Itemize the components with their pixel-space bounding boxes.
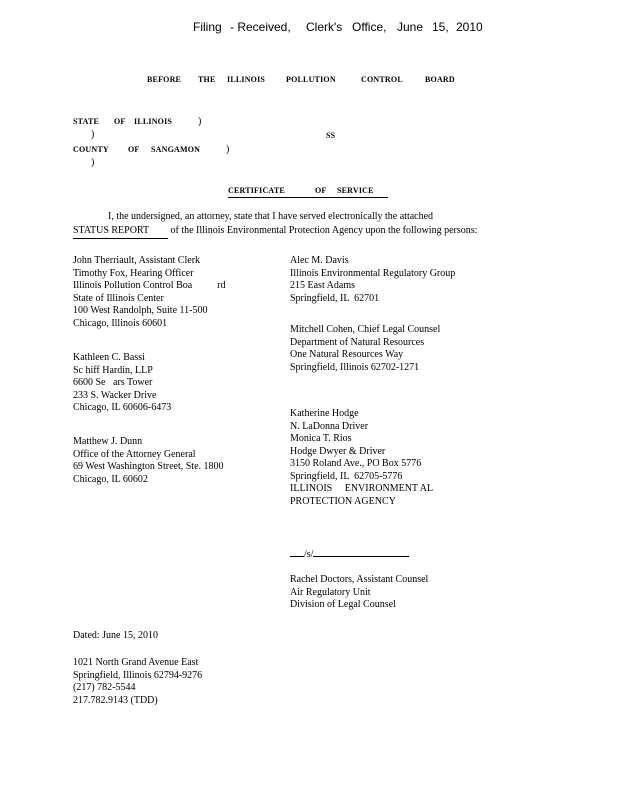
header-office: Office,: [352, 20, 387, 34]
recipient-block: [290, 324, 440, 374]
certificate-word: CERTIFICATE: [228, 186, 285, 195]
caption-paren: ): [91, 157, 95, 168]
recipient-line: Alec M. Davis: [290, 255, 349, 266]
address-line: 1021 North Grand Avenue East: [73, 657, 199, 668]
signer-line: Division of Legal Counsel: [290, 599, 396, 610]
recipient-line: Springfield, IL 62701: [290, 292, 380, 304]
address-line: (217) 782-5544: [73, 682, 136, 693]
intro-line-2: [73, 225, 477, 239]
recipient-line: Springfield, Illinois 62702-1271: [290, 361, 420, 373]
board-title-word: POLLUTION: [286, 75, 336, 84]
caption-paren: ): [198, 116, 202, 127]
recipient-line: Illinois Environmental Regulatory Group: [290, 267, 456, 279]
recipient-line: Matthew J. Dunn: [73, 436, 143, 447]
recipient-line: Springfield, IL 62705-5776: [290, 470, 403, 482]
signer-block: [290, 574, 428, 612]
board-title-word: BOARD: [425, 75, 455, 84]
recipient-block: [290, 255, 455, 305]
recipient-line: 6600 Se ars Tower: [73, 377, 153, 388]
recipient-line: Office of the Attorney General: [73, 448, 196, 460]
recipient-line: 233 S. Wacker Drive: [73, 389, 157, 401]
caption-state: STATE: [73, 117, 100, 126]
recipient-line: 69 West Washington Street, Ste. 1800: [73, 461, 224, 472]
address-line: 217.782.9143 (TDD): [73, 694, 158, 706]
board-title-word: BEFORE: [147, 75, 182, 84]
recipient-line: John Therriault, Assistant Clerk: [73, 255, 201, 266]
caption-paren: ): [226, 144, 230, 155]
recipient-block: [73, 352, 171, 415]
caption-of: OF: [128, 145, 140, 154]
dated-line: Dated: June 15, 2010: [73, 630, 158, 641]
board-title-word: CONTROL: [361, 75, 403, 84]
recipient-block: [73, 255, 226, 330]
header-day: 15,: [432, 20, 449, 34]
recipient-line: PROTECTION AGENCY: [290, 495, 396, 507]
certificate-word: SERVICE: [337, 186, 374, 195]
recipient-line: 3150 Roland Ave., PO Box 5776: [290, 458, 422, 469]
recipient-line: Chicago, IL 60606-6473: [73, 402, 172, 413]
document-title: STATUS REPORT: [73, 225, 168, 239]
address-line: Springfield, Illinois 62794-9276: [73, 669, 203, 681]
recipient-line: 215 East Adams: [290, 280, 355, 291]
caption-paren: ): [91, 129, 95, 140]
recipient-line: Katherine Hodge: [290, 408, 359, 419]
caption-illinois: ILLINOIS: [134, 117, 173, 126]
signature-mark: /s/: [304, 549, 314, 560]
signer-line: Air Regulatory Unit: [290, 586, 371, 598]
recipient-line: ILLINOIS ENVIRONMENT AL: [290, 483, 434, 494]
recipient-line: Chicago, IL 60602: [73, 473, 148, 485]
caption-ss: SS: [326, 131, 336, 140]
recipient-line: Monica T. Rios: [290, 433, 352, 444]
recipient-line: 100 West Randolph, Suite 11-500: [73, 305, 208, 316]
recipient-line: Chicago, Illinois 60601: [73, 317, 168, 329]
header-filing: Filing: [193, 20, 222, 34]
recipient-line: Kathleen C. Bassi: [73, 352, 145, 363]
caption-sangamon: SANGAMON: [151, 145, 201, 154]
recipient-line: State of Illinois Center: [73, 292, 164, 304]
signer-line: Rachel Doctors, Assistant Counsel: [290, 574, 429, 585]
header-clerks: Clerk's: [306, 20, 343, 34]
intro-line-1: I, the undersigned, an attorney, state that I have served electronically the attached: [108, 211, 434, 222]
certificate-heading: [228, 186, 388, 198]
recipient-line: Illinois Pollution Control Boa rd: [73, 280, 226, 291]
recipient-line: Timothy Fox, Hearing Officer: [73, 267, 194, 279]
intro-line-2-rest: of the Illinois Environmental Protection Agency upon the following persons:: [170, 225, 478, 236]
signature-line: [290, 546, 409, 562]
recipient-line: Hodge Dwyer & Driver: [290, 445, 386, 457]
caption-of: OF: [114, 117, 126, 126]
recipient-block: [290, 408, 433, 508]
recipient-line: Sc hiff Hardin, LLP: [73, 364, 153, 376]
recipient-line: Mitchell Cohen, Chief Legal Counsel: [290, 324, 441, 335]
caption-county: COUNTY: [73, 145, 109, 154]
recipient-line: One Natural Resources Way: [290, 349, 404, 360]
recipient-block: [73, 436, 224, 486]
board-title-word: ILLINOIS: [227, 75, 266, 84]
header-year: 2010: [456, 20, 483, 34]
header-received: - Received,: [230, 20, 291, 34]
header-month: June: [397, 20, 424, 34]
certificate-word: OF: [315, 186, 327, 195]
recipient-line: N. LaDonna Driver: [290, 420, 369, 432]
return-address: [73, 657, 202, 707]
board-title-word: THE: [198, 75, 216, 84]
recipient-line: Department of Natural Resources: [290, 336, 425, 348]
